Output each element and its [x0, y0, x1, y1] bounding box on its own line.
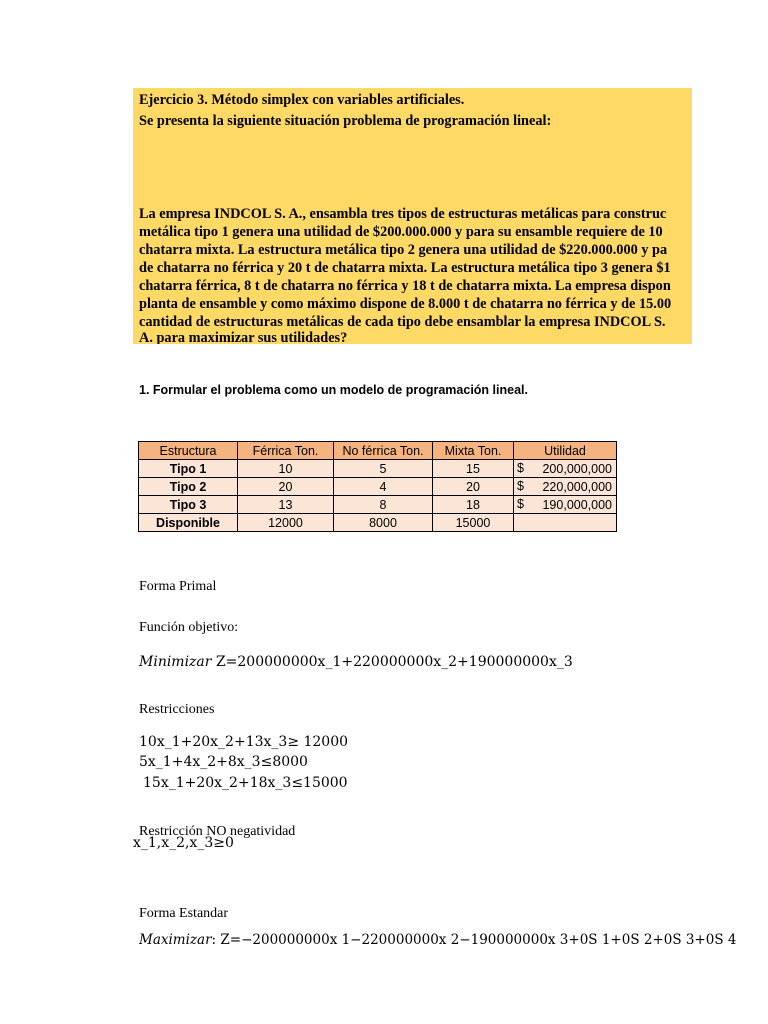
table-row [139, 460, 617, 478]
table-cell: 12000 [238, 514, 334, 532]
table-cell: 20 [433, 478, 514, 496]
currency-symbol: $ [517, 497, 524, 511]
data-table [138, 441, 617, 532]
problem-line: chatarra férrica, 8 t de chatarra no férrica y 18 t de chatarra mixta. La empresa dispon [139, 278, 671, 294]
table-cell-money: $ 190,000,000 [514, 496, 617, 514]
table-cell: 8 [334, 496, 433, 514]
primal-title: Forma Primal [139, 579, 217, 594]
table-cell [514, 514, 617, 532]
exercise-title: Ejercicio 3. Método simplex con variables artificiales. [139, 92, 465, 108]
table-header: No férrica Ton. [334, 442, 433, 460]
problem-statement-box [133, 88, 692, 344]
problem-intro: Se presenta la siguiente situación problema de programación lineal: [139, 113, 552, 129]
table-row [139, 478, 617, 496]
table-cell: 13 [238, 496, 334, 514]
table-row [139, 496, 617, 514]
problem-line: La empresa INDCOL S. A., ensambla tres tipos de estructuras metálicas para construc [139, 206, 667, 222]
table-cell: 18 [433, 496, 514, 514]
standard-title: Forma Estandar [139, 906, 229, 921]
table-cell: Tipo 2 [139, 478, 238, 496]
restrictions-label: Restricciones [139, 702, 215, 717]
table-cell: 8000 [334, 514, 433, 532]
currency-symbol: $ [517, 461, 524, 475]
table-cell: 20 [238, 478, 334, 496]
table-cell: Disponible [139, 514, 238, 532]
currency-symbol: $ [517, 479, 524, 493]
problem-line: de chatarra no férrica y 20 t de chatarra mixta. La estructura metálica tipo 3 genera $1 [139, 260, 671, 276]
restriction-2: 5x_1+4x_2+8x_3≤8000 [139, 754, 308, 770]
table-header: Mixta Ton. [433, 442, 514, 460]
table-cell: 15000 [433, 514, 514, 532]
table-cell: 5 [334, 460, 433, 478]
table-header: Utilidad [514, 442, 617, 460]
restriction-3: 15x_1+20x_2+18x_3≤15000 [143, 775, 348, 791]
table-cell: Tipo 3 [139, 496, 238, 514]
primal-objective: Minimizar Z=200000000x_1+220000000x_2+190000000x_3 [139, 654, 573, 670]
problem-line: metálica tipo 1 genera una utilidad de $200.000.000 y para su ensamble requiere de 10 [139, 224, 663, 240]
problem-line: A. para maximizar sus utilidades? [139, 330, 348, 344]
section-heading: 1. Formular el problema como un modelo de programación lineal. [139, 383, 528, 397]
problem-line: chatarra mixta. La estructura metálica tipo 2 genera una utilidad de $220.000.000 y pa [139, 242, 668, 258]
table-header: Estructura [139, 442, 238, 460]
table-cell: Tipo 1 [139, 460, 238, 478]
objective-label: Función objetivo: [139, 620, 239, 635]
table-cell-money: $ 220,000,000 [514, 478, 617, 496]
table-cell: 4 [334, 478, 433, 496]
restriction-1: 10x_1+20x_2+13x_3≥ 12000 [139, 734, 349, 750]
table-row [139, 514, 617, 532]
problem-line: cantidad de estructuras metálicas de cada tipo debe ensamblar la empresa INDCOL S. [139, 314, 666, 330]
nonnegativity-label: Restricción NO negatividad [139, 824, 296, 839]
table-header-row [139, 442, 617, 460]
table-cell: 15 [433, 460, 514, 478]
table-header: Férrica Ton. [238, 442, 334, 460]
table-cell: 10 [238, 460, 334, 478]
nonnegativity-constraint: x_1,x_2,x_3≥0 [133, 835, 234, 851]
problem-line: planta de ensamble y como máximo dispone de 8.000 t de chatarra no férrica y de 15.00 [139, 296, 672, 312]
standard-objective: Maximizar: Z=−200000000x 1−220000000x 2−190000000x 3+0S 1+0S 2+0S 3+0S 4 [139, 932, 737, 948]
table-cell-money: $ 200,000,000 [514, 460, 617, 478]
